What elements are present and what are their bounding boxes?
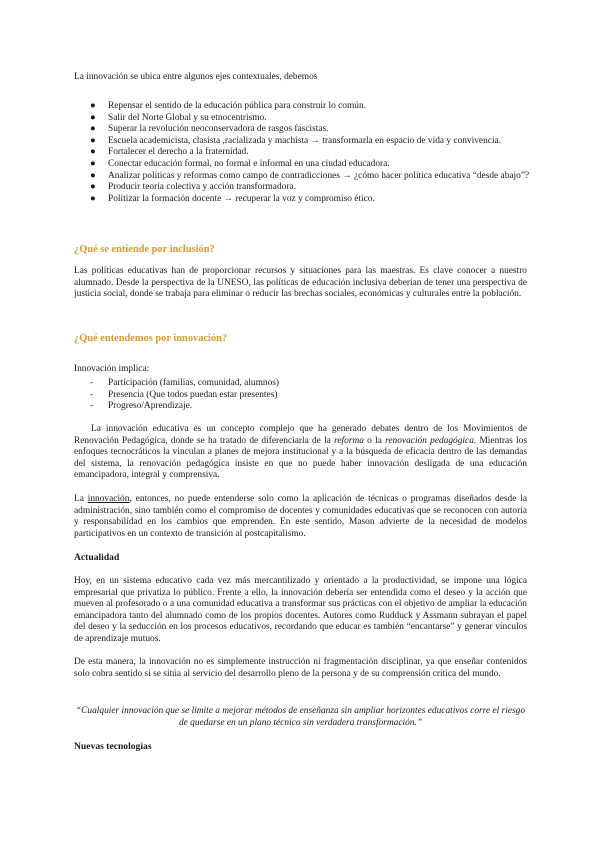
dash-text: Presencia (Que todos puedan estar presentes) (108, 389, 278, 400)
quote-block: “Cualquier innovación que se limite a mejorar métodos de enseñanza sin ampliar horizontes educativos corre el riesgo de quedarse en un plano técnico sin verdadera transformación.” (75, 706, 526, 728)
bullet-dot-icon: ● (90, 170, 96, 181)
paragraph-de-esta-manera: De esta manera, la innovación no es simplemente instrucción ni fragmentación disciplinar, ya que enseñar contenidos solo cobra sentido si se sitúa al servicio del desarrollo pleno de la persona y de su comprensión crítica del mundo. (74, 657, 527, 679)
term-innovacion: innovación (87, 494, 130, 504)
bullet-text: Conectar educación formal, no formal e informal en una ciudad educadora. (108, 158, 390, 169)
bullet-item (74, 136, 534, 148)
heading-nuevas-tecnologias: Nuevas tecnologías (74, 741, 152, 752)
bullet-dot-icon: ● (90, 101, 96, 111)
dash-text: Progreso/Aprendizaje. (108, 401, 193, 412)
heading-inclusion: ¿Qué se entiende por inclusión? (74, 244, 215, 255)
bullet-text: Escuela academicista, clasista ,racializada y machista → transformarla en espacio de vida y convivencia. (108, 135, 502, 146)
dash-item (74, 390, 534, 402)
bullet-text: Producir teoría colectiva y acción transformadora. (108, 182, 296, 193)
bullet-dot-icon: ● (90, 147, 96, 158)
bullet-text: Repensar el sentido de la educación pública para construir lo común. (108, 101, 366, 111)
bullet-item (74, 171, 534, 183)
bullet-item (74, 147, 534, 159)
bullet-dot-icon: ● (90, 193, 96, 204)
bullet-item (74, 113, 534, 125)
bullet-item (74, 101, 534, 113)
bullet-dot-icon: ● (90, 124, 96, 135)
heading-actualidad: Actualidad (74, 552, 120, 563)
bullet-dot-icon: ● (90, 112, 96, 123)
paragraph-innovacion-participativa: La innovación, entonces, no puede entenderse solo como la aplicación de técnicas o programas diseñados desde la administración, sino también como el compromiso de docentes y comunidades educativas que se reconocen con autoría y responsabilidad en los cambios que emprenden. En este sentido, Mason advierte de la necesidad de modelos participativos en un contexto de transición al postcapitalismo. (74, 494, 527, 539)
bullet-dot-icon: ● (90, 182, 96, 193)
ejes-bullet-list (74, 101, 534, 205)
dash-marker: - (90, 401, 94, 412)
innovacion-dash-list (74, 378, 534, 413)
bullet-item (74, 159, 534, 171)
intro-line: La innovación se ubica entre algunos ejes contextuales, debemos (74, 72, 318, 82)
dash-item (74, 401, 534, 413)
innovacion-implica-label: Innovación implica: (74, 364, 150, 374)
dash-marker: - (90, 389, 94, 400)
bullet-text: Politizar la formación docente → recuperar la voz y compromiso ético. (108, 193, 375, 204)
term-renovacion-pedagogica: renovación pedagógica (385, 435, 474, 446)
bullet-dot-icon: ● (90, 158, 96, 169)
heading-innovacion: ¿Qué entendemos por innovación? (74, 333, 228, 344)
paragraph-inclusion: Las políticas educativas han de proporcionar recursos y situaciones para las maestras. Es clave conocer a nuestro alumnado. Desde la perspectiva de la UNESO, las políticas de educación inclusiva deberían de tener una perspectiva de justicia social, donde se trabaja para eliminar o reducir las brechas sociales, económicas y culturales entre la población. (74, 266, 527, 300)
paragraph-actualidad: Hoy, en un sistema educativo cada vez más mercantilizado y orientado a la productividad, se impone una lógica empresarial que privatiza lo público. Frente a ello, la innovación debería ser entendida como el deseo y la acción que mueven al profesorado o a una comunidad educativa a transformar sus prácticas con el objetivo de ampliar la educación emancipadora tanto del alumnado como de los propios docentes. Autores como Rudduck y Assmann subrayan el papel del deseo y la seducción en los procesos educativos, recordando que educar es también “encantarse” y generar vínculos de aprendizaje mutuos. (74, 576, 527, 644)
dash-marker: - (90, 378, 94, 388)
paragraph-innovacion-educativa: La innovación educativa es un concepto complejo que ha generado debates dentro de los Movimientos de Renovación Pedagógica, donde se ha tratado de diferenciarla de la reforma o la renovación pedagógica. Mientras los enfoques tecnocráticos la vinculan a planes de mejora institucional y a la búsqueda de eficacia dentro de las demandas del sistema, la renovación pedagógica insiste en que no puede haber innovación desligada de una educación emancipadora, integral y comprensiva. (74, 424, 527, 481)
bullet-text: Superar la revolución neoconservadora de rasgos fascistas. (108, 124, 329, 135)
bullet-item (74, 194, 534, 206)
dash-text: Participación (familias, comunidad, alumnos) (108, 378, 280, 388)
bullet-dot-icon: ● (90, 135, 96, 146)
bullet-text: Fortalecer el derecho a la fraternidad. (108, 147, 249, 158)
term-reforma: reforma (334, 435, 364, 446)
bullet-text: Analizar políticas y reformas como campo de contradicciones → ¿cómo hacer política educativa “desde abajo”? (108, 170, 530, 181)
bullet-text: Salir del Norte Global y su etnocentrismo. (108, 112, 267, 123)
dash-item (74, 378, 534, 390)
bullet-item (74, 124, 534, 136)
bullet-item (74, 182, 534, 194)
